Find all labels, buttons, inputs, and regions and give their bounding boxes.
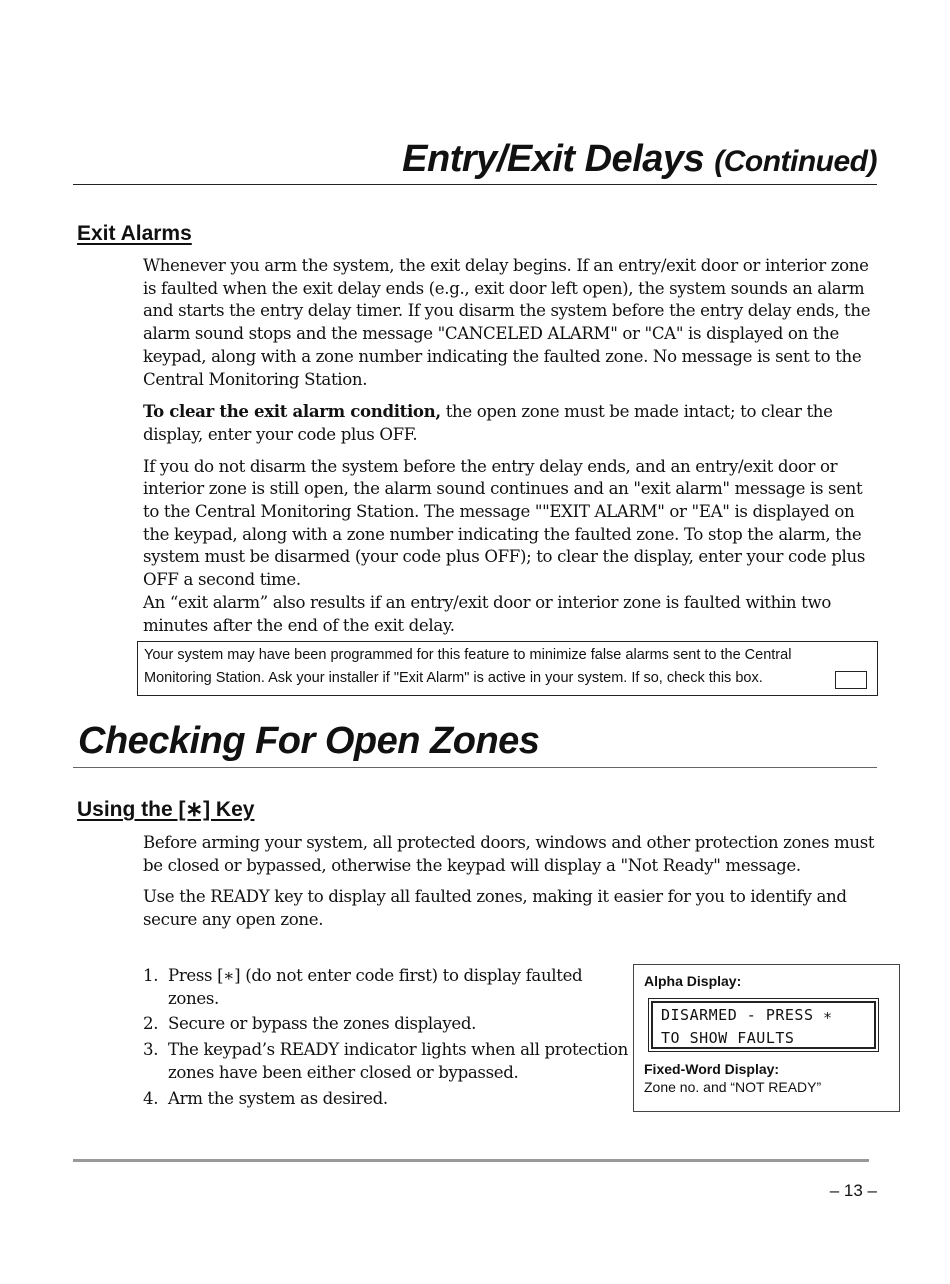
section-rule — [73, 767, 877, 768]
steps-list — [143, 965, 628, 1113]
step-text: Press [∗] (do not enter code first) to display faulted zones. — [168, 966, 583, 1008]
fixed-word-label: Fixed-Word Display: — [644, 1061, 780, 1077]
note-line-1: Your system may have been programmed for this feature to minimize false alarms sent to the Central — [144, 647, 792, 663]
list-item — [143, 1013, 628, 1036]
lcd-line-1: DISARMED - PRESS ∗ — [661, 1006, 833, 1024]
list-item — [143, 965, 628, 1010]
exit-alarms-para1: Whenever you arm the system, the exit delay begins. If an entry/exit door or interior zone is faulted when the exit delay ends (e.g., exit door left open), the system sounds an alarm and starts the entry delay timer. If you disarm the system before the entry delay ends, the alarm sound stops and the message "CANCELED ALARM" or "CA" is displayed on the keypad, along with a zone number indicating the faulted zone. No message is sent to the Central Monitoring Station. — [143, 256, 871, 389]
title-continued: (Continued) — [714, 145, 877, 178]
step-number: 4. — [143, 1088, 159, 1108]
open-zones-para1: Before arming your system, all protected doors, windows and other protection zones must be closed or bypassed, otherwise the keypad will display a "Not Ready" message. — [143, 833, 875, 875]
page-number: – 13 – — [829, 1181, 877, 1200]
clear-condition-text: the open zone must be made intact; to clear the display, enter your code plus OFF. — [143, 402, 833, 444]
footer-rule — [73, 1159, 869, 1162]
lcd-screen — [651, 1001, 876, 1049]
section-title-open-zones: Checking For Open Zones — [78, 720, 540, 762]
list-item — [143, 1088, 628, 1111]
exit-alarms-heading: Exit Alarms — [77, 222, 192, 245]
exit-alarms-para4: An “exit alarm” also results if an entry/exit door or interior zone is faulted within two minutes after the end of the exit delay. — [143, 592, 831, 635]
list-item — [143, 1039, 628, 1084]
step-text: The keypad’s READY indicator lights when all protection zones have been either closed or bypassed. — [168, 1040, 628, 1082]
page-title — [402, 138, 877, 181]
exit-alarms-para3: If you do not disarm the system before the entry delay ends, and an entry/exit door or interior zone is still open, the alarm sound continues and an "exit alarm" message is sent to the Central Monitoring Station. The message ""EXIT ALARM" or "EA" is displayed on the keypad, along with a zone number indicating the faulted zone. To stop the alarm, the system must be disarmed (your code plus OFF); to clear the display, enter your code plus OFF a second time. — [143, 456, 866, 590]
step-number: 1. — [143, 966, 159, 985]
open-zones-para2: Use the READY key to display all faulted zones, making it easier for you to identify and secure any open zone. — [143, 887, 847, 930]
fixed-word-text: Zone no. and “NOT READY” — [644, 1079, 822, 1095]
exit-alarms-para2 — [143, 400, 883, 446]
exit-alarm-note-box — [137, 641, 878, 696]
lcd-display — [648, 998, 879, 1052]
display-example-box — [633, 964, 900, 1112]
step-number: 2. — [143, 1014, 159, 1034]
lcd-line-2: TO SHOW FAULTS — [661, 1029, 795, 1047]
exit-alarm-checkbox[interactable] — [835, 671, 867, 689]
exit-alarms-body — [143, 255, 883, 637]
open-zones-body — [143, 832, 883, 932]
title-rule — [73, 184, 877, 185]
step-number: 3. — [143, 1040, 159, 1060]
alpha-display-label: Alpha Display: — [644, 973, 742, 989]
title-main: Entry/Exit Delays — [402, 138, 705, 180]
star-key-heading: Using the [∗] Key — [77, 798, 255, 821]
note-line-2: Monitoring Station. Ask your installer if "Exit Alarm" is active in your system. If so, check this box. — [144, 669, 763, 686]
step-text: Secure or bypass the zones displayed. — [168, 1014, 477, 1034]
step-text: Arm the system as desired. — [168, 1088, 388, 1108]
clear-condition-bold: To clear the exit alarm condition, — [143, 401, 441, 422]
